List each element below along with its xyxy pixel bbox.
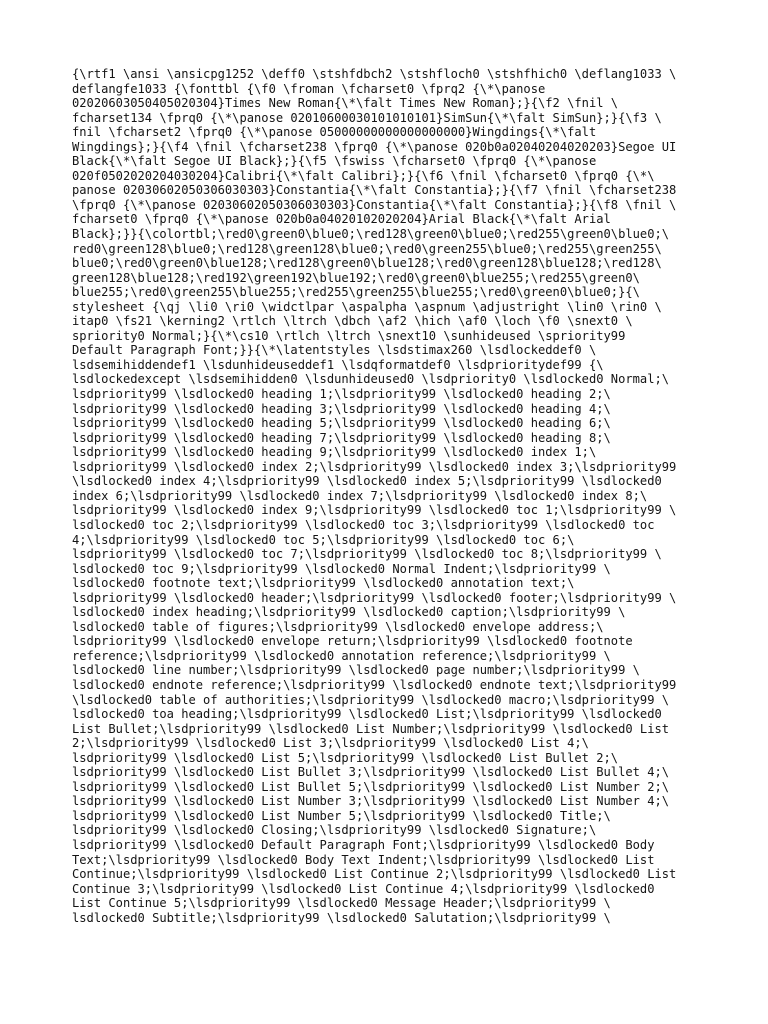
rtf-text-line: lsdlockedexcept \lsdsemihidden0 \lsdunhideused0 \lsdpriority0 \lsdlocked0 Normal;\ bbox=[72, 372, 670, 387]
rtf-text-line: lsdpriority99 \lsdlocked0 List 5;\lsdpriority99 \lsdlocked0 List Bullet 2;\ bbox=[72, 750, 619, 765]
rtf-text-line: fcharset0 \fprq0 {\*\panose 020b0a04020102020204}Arial Black{\*\falt Arial bbox=[72, 212, 611, 227]
rtf-text-line: lsdlocked0 Subtitle;\lsdpriority99 \lsdlocked0 Salutation;\lsdpriority99 \ bbox=[72, 910, 611, 925]
rtf-text-line: Black};}}{\colortbl;\red0\green0\blue0;\red128\green0\blue0;\red255\green0\blue0;\ bbox=[72, 227, 670, 242]
rtf-text-line: lsdlocked0 toc 9;\lsdpriority99 \lsdlocked0 Normal Indent;\lsdpriority99 \ bbox=[72, 561, 611, 576]
rtf-text-line: lsdpriority99 \lsdlocked0 toc 7;\lsdpriority99 \lsdlocked0 toc 8;\lsdpriority99 \ bbox=[72, 547, 662, 562]
rtf-text-line: List Continue 5;\lsdpriority99 \lsdlocked0 Message Header;\lsdpriority99 \ bbox=[72, 896, 611, 911]
rtf-text-line: red0\green128\blue0;\red128\green128\blue0;\red0\green255\blue0;\red255\green255\ bbox=[72, 241, 662, 256]
rtf-text-line: 02020603050405020304}Times New Roman{\*\falt Times New Roman};}{\f2 \fnil \ bbox=[72, 96, 619, 111]
rtf-text-line: \fprq0 {\*\panose 02030602050306030303}Constantia{\*\falt Constantia};}{\f8 \fnil \ bbox=[72, 197, 677, 212]
rtf-text-line: blue0;\red0\green0\blue128;\red128\green0\blue128;\red0\green128\blue128;\red128\ bbox=[72, 256, 662, 271]
rtf-text-line: spriority0 Normal;}{\*\cs10 \rtlch \ltrch \snext10 \sunhideused \spriority99 bbox=[72, 328, 626, 343]
rtf-text-line: 4;\lsdpriority99 \lsdlocked0 toc 5;\lsdpriority99 \lsdlocked0 toc 6;\ bbox=[72, 532, 575, 547]
rtf-text-line: lsdpriority99 \lsdlocked0 index 9;\lsdpriority99 \lsdlocked0 toc 1;\lsdpriority99 \ bbox=[72, 503, 677, 518]
rtf-text-line: reference;\lsdpriority99 \lsdlocked0 annotation reference;\lsdpriority99 \ bbox=[72, 648, 611, 663]
rtf-text-line: lsdpriority99 \lsdlocked0 List Number 3;\lsdpriority99 \lsdlocked0 List Number 4;\ bbox=[72, 794, 670, 809]
rtf-text-line: \lsdlocked0 index 4;\lsdpriority99 \lsdlocked0 index 5;\lsdpriority99 \lsdlocked0 bbox=[72, 474, 662, 489]
rtf-text-line: lsdlocked0 index heading;\lsdpriority99 \lsdlocked0 caption;\lsdpriority99 \ bbox=[72, 605, 626, 620]
rtf-text-line: lsdpriority99 \lsdlocked0 Default Paragraph Font;\lsdpriority99 \lsdlocked0 Body bbox=[72, 837, 655, 852]
rtf-text-line: List Bullet;\lsdpriority99 \lsdlocked0 List Number;\lsdpriority99 \lsdlocked0 List bbox=[72, 721, 670, 736]
rtf-text-line: fnil \fcharset2 \fprq0 {\*\panose 05000000000000000000}Wingdings{\*\falt bbox=[72, 125, 597, 140]
rtf-text-line: 2;\lsdpriority99 \lsdlocked0 List 3;\lsdpriority99 \lsdlocked0 List 4;\ bbox=[72, 736, 589, 751]
rtf-text-line: lsdlocked0 line number;\lsdpriority99 \lsdlocked0 page number;\lsdpriority99 \ bbox=[72, 663, 640, 678]
rtf-text-line: green128\blue128;\red192\green192\blue192;\red0\green0\blue255;\red255\green0\ bbox=[72, 270, 640, 285]
rtf-text-line: Default Paragraph Font;}}{\*\latentstyles \lsdstimax260 \lsdlockeddef0 \ bbox=[72, 343, 597, 358]
rtf-text-line: 020f0502020204030204}Calibri{\*\falt Calibri};}{\f6 \fnil \fcharset0 \fprq0 {\*\ bbox=[72, 168, 655, 183]
rtf-text-line: lsdpriority99 \lsdlocked0 List Bullet 5;\lsdpriority99 \lsdlocked0 List Number 2;\ bbox=[72, 779, 670, 794]
rtf-source-text bbox=[72, 67, 712, 925]
rtf-text-line: panose 02030602050306030303}Constantia{\*\falt Constantia};}{\f7 \fnil \fcharset238 bbox=[72, 183, 677, 198]
rtf-text-line: lsdpriority99 \lsdlocked0 heading 7;\lsdpriority99 \lsdlocked0 heading 8;\ bbox=[72, 430, 611, 445]
rtf-text-line: itap0 \fs21 \kerning2 \rtlch \ltrch \dbch \af2 \hich \af0 \loch \f0 \snext0 \ bbox=[72, 314, 633, 329]
rtf-text-line: Black{\*\falt Segoe UI Black};}{\f5 \fswiss \fcharset0 \fprq0 {\*\panose bbox=[72, 154, 597, 169]
rtf-text-line: lsdpriority99 \lsdlocked0 header;\lsdpriority99 \lsdlocked0 footer;\lsdpriority99 \ bbox=[72, 590, 677, 605]
rtf-text-line: lsdpriority99 \lsdlocked0 index 2;\lsdpriority99 \lsdlocked0 index 3;\lsdpriority99 bbox=[72, 459, 677, 474]
rtf-text-line: lsdpriority99 \lsdlocked0 envelope return;\lsdpriority99 \lsdlocked0 footnote bbox=[72, 634, 633, 649]
rtf-text-line: lsdpriority99 \lsdlocked0 heading 3;\lsdpriority99 \lsdlocked0 heading 4;\ bbox=[72, 401, 611, 416]
rtf-text-line: Continue 3;\lsdpriority99 \lsdlocked0 List Continue 4;\lsdpriority99 \lsdlocked0 bbox=[72, 881, 655, 896]
rtf-text-line: lsdlocked0 footnote text;\lsdpriority99 \lsdlocked0 annotation text;\ bbox=[72, 576, 575, 591]
rtf-text-line: stylesheet {\qj \li0 \ri0 \widctlpar \aspalpha \aspnum \adjustright \lin0 \rin0 \ bbox=[72, 299, 662, 314]
rtf-text-line: Text;\lsdpriority99 \lsdlocked0 Body Text Indent;\lsdpriority99 \lsdlocked0 List bbox=[72, 852, 655, 867]
rtf-text-line: lsdlocked0 table of figures;\lsdpriority99 \lsdlocked0 envelope address;\ bbox=[72, 619, 604, 634]
rtf-text-line: blue255;\red0\green255\blue255;\red255\green255\blue255;\red0\green0\blue0;}{\ bbox=[72, 285, 640, 300]
rtf-text-line: Continue;\lsdpriority99 \lsdlocked0 List Continue 2;\lsdpriority99 \lsdlocked0 List bbox=[72, 867, 677, 882]
rtf-text-line: lsdpriority99 \lsdlocked0 heading 9;\lsdpriority99 \lsdlocked0 index 1;\ bbox=[72, 445, 597, 460]
rtf-text-line: Wingdings};}{\f4 \fnil \fcharset238 \fprq0 {\*\panose 020b0a02040204020203}Segoe UI bbox=[72, 139, 677, 154]
rtf-text-line: \lsdlocked0 table of authorities;\lsdpriority99 \lsdlocked0 macro;\lsdpriority99 \ bbox=[72, 692, 670, 707]
rtf-text-line: lsdpriority99 \lsdlocked0 Closing;\lsdpriority99 \lsdlocked0 Signature;\ bbox=[72, 823, 597, 838]
rtf-text-line: lsdpriority99 \lsdlocked0 heading 1;\lsdpriority99 \lsdlocked0 heading 2;\ bbox=[72, 387, 611, 402]
rtf-text-line: lsdlocked0 toa heading;\lsdpriority99 \lsdlocked0 List;\lsdpriority99 \lsdlocked0 bbox=[72, 707, 662, 722]
rtf-text-line: index 6;\lsdpriority99 \lsdlocked0 index 7;\lsdpriority99 \lsdlocked0 index 8;\ bbox=[72, 488, 648, 503]
rtf-text-line: lsdsemihiddendef1 \lsdunhideuseddef1 \lsdqformatdef0 \lsdprioritydef99 {\ bbox=[72, 357, 604, 372]
rtf-text-line: lsdpriority99 \lsdlocked0 List Bullet 3;\lsdpriority99 \lsdlocked0 List Bullet 4;\ bbox=[72, 765, 670, 780]
rtf-text-line: deflangfe1033 {\fonttbl {\f0 \froman \fcharset0 \fprq2 {\*\panose bbox=[72, 81, 546, 96]
rtf-text-line: lsdlocked0 toc 2;\lsdpriority99 \lsdlocked0 toc 3;\lsdpriority99 \lsdlocked0 toc bbox=[72, 517, 655, 532]
rtf-text-line: {\rtf1 \ansi \ansicpg1252 \deff0 \stshfdbch2 \stshfloch0 \stshfhich0 \deflang1033 \ bbox=[72, 67, 677, 81]
rtf-text-line: lsdpriority99 \lsdlocked0 List Number 5;\lsdpriority99 \lsdlocked0 Title;\ bbox=[72, 808, 611, 823]
rtf-text-line: fcharset134 \fprq0 {\*\panose 02010600030101010101}SimSun{\*\falt SimSun};}{\f3 \ bbox=[72, 110, 662, 125]
rtf-text-line: lsdlocked0 endnote reference;\lsdpriority99 \lsdlocked0 endnote text;\lsdpriority99 bbox=[72, 677, 677, 692]
rtf-text-line: lsdpriority99 \lsdlocked0 heading 5;\lsdpriority99 \lsdlocked0 heading 6;\ bbox=[72, 416, 611, 431]
